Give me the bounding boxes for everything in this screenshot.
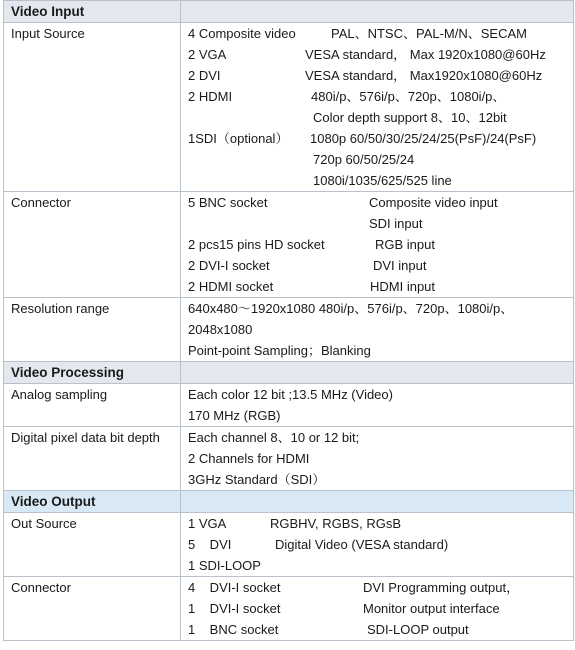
value-name: 2 pcs15 pins HD socket — [188, 237, 325, 252]
value-detail: DVI input — [373, 258, 427, 273]
row-label: Connector — [4, 192, 181, 298]
value-line — [188, 598, 573, 619]
row-values — [181, 427, 574, 491]
section-title-blank — [181, 491, 574, 513]
value-line — [188, 192, 573, 213]
table-row-connector-output — [4, 577, 574, 641]
section-header-video-output — [4, 491, 574, 513]
value-name: 2 DVI-I socket — [188, 258, 270, 273]
value-detail: Digital Video (VESA standard) — [275, 537, 449, 552]
value-text: 2 Channels for HDMI — [188, 451, 310, 466]
value-name: 4 DVI-I socket — [188, 580, 281, 595]
value-name: 2 DVI — [188, 68, 221, 83]
value-detail: RGB input — [375, 237, 435, 252]
value-line — [188, 619, 573, 640]
value-line — [188, 469, 573, 490]
value-line — [188, 234, 573, 255]
row-values — [181, 577, 574, 641]
table-row-connector-input — [4, 192, 574, 298]
value-text: 640x480～1920x1080 480i/p、576i/p、720p、1080i/p、 — [188, 301, 514, 316]
section-title: Video Input — [4, 1, 181, 23]
row-label: Analog sampling — [4, 384, 181, 427]
table-row-digital-pixel-depth — [4, 427, 574, 491]
value-detail: 1080i/1035/625/525 line — [313, 173, 452, 188]
value-line — [188, 513, 573, 534]
value-detail: RGBHV, RGBS, RGsB — [270, 516, 401, 531]
value-detail: VESA standard， Max 1920x1080@60Hz — [305, 47, 546, 62]
value-line — [188, 319, 573, 340]
value-detail: HDMI input — [370, 279, 436, 294]
section-title: Video Processing — [4, 362, 181, 384]
value-line — [188, 255, 573, 276]
value-line — [188, 23, 573, 44]
value-line — [188, 276, 573, 297]
value-detail: SDI input — [369, 216, 423, 231]
value-name: 1SDI（optional） — [188, 131, 289, 146]
row-values — [181, 192, 574, 298]
row-label: Digital pixel data bit depth — [4, 427, 181, 491]
value-line — [188, 448, 573, 469]
value-name: 2 HDMI — [188, 89, 233, 104]
value-line — [188, 44, 573, 65]
value-text: Each color 12 bit ;13.5 MHz (Video) — [188, 387, 393, 402]
value-detail: Composite video input — [369, 195, 498, 210]
value-name: 1 SDI-LOOP — [188, 558, 261, 573]
value-line — [188, 534, 573, 555]
value-text: 2048x1080 — [188, 322, 253, 337]
row-label: Connector — [4, 577, 181, 641]
row-values — [181, 298, 574, 362]
row-label: Input Source — [4, 23, 181, 192]
table-row-resolution-range — [4, 298, 574, 362]
value-detail: DVI Programming output， — [363, 580, 520, 595]
value-line — [188, 149, 573, 170]
value-text: Each channel 8、10 or 12 bit; — [188, 430, 360, 445]
spec-table — [3, 0, 574, 641]
value-name: 5 BNC socket — [188, 195, 268, 210]
value-line — [188, 405, 573, 426]
table-row-out-source — [4, 513, 574, 577]
value-line — [188, 555, 573, 576]
value-detail: 1080p 60/50/30/25/24/25(PsF)/24(PsF) — [310, 131, 537, 146]
value-line — [188, 65, 573, 86]
value-name: 1 DVI-I socket — [188, 601, 281, 616]
value-name: 1 VGA — [188, 516, 227, 531]
value-line — [188, 128, 573, 149]
value-line — [188, 340, 573, 361]
value-line — [188, 170, 573, 191]
value-line — [188, 213, 573, 234]
row-values — [181, 513, 574, 577]
value-text: 3GHz Standard（SDI） — [188, 472, 326, 487]
value-line — [188, 86, 573, 107]
value-detail: 720p 60/50/25/24 — [313, 152, 415, 167]
value-text: 170 MHz (RGB) — [188, 408, 281, 423]
section-header-video-input — [4, 1, 574, 23]
value-detail: PAL、NTSC、PAL-M/N、SECAM — [331, 26, 527, 41]
table-row-input-source — [4, 23, 574, 192]
row-values — [181, 23, 574, 192]
section-title: Video Output — [4, 491, 181, 513]
value-name: 2 VGA — [188, 47, 227, 62]
section-title-blank — [181, 1, 574, 23]
value-detail: Monitor output interface — [363, 601, 500, 616]
value-line — [188, 427, 573, 448]
value-name: 4 Composite video — [188, 26, 296, 41]
row-values — [181, 384, 574, 427]
value-name: 5 DVI — [188, 537, 232, 552]
value-name: 1 BNC socket — [188, 622, 279, 637]
section-header-video-processing — [4, 362, 574, 384]
value-line — [188, 577, 573, 598]
value-detail: SDI-LOOP output — [367, 622, 469, 637]
value-line — [188, 384, 573, 405]
row-label: Out Source — [4, 513, 181, 577]
table-row-analog-sampling — [4, 384, 574, 427]
value-line — [188, 107, 573, 128]
value-line — [188, 298, 573, 319]
value-detail: Color depth support 8、10、12bit — [313, 110, 507, 125]
value-detail: VESA standard， Max1920x1080@60Hz — [305, 68, 543, 83]
value-text: Point-point Sampling；Blanking — [188, 343, 371, 358]
section-title-blank — [181, 362, 574, 384]
row-label: Resolution range — [4, 298, 181, 362]
value-name: 2 HDMI socket — [188, 279, 274, 294]
value-detail: 480i/p、576i/p、720p、1080i/p、 — [311, 89, 506, 104]
